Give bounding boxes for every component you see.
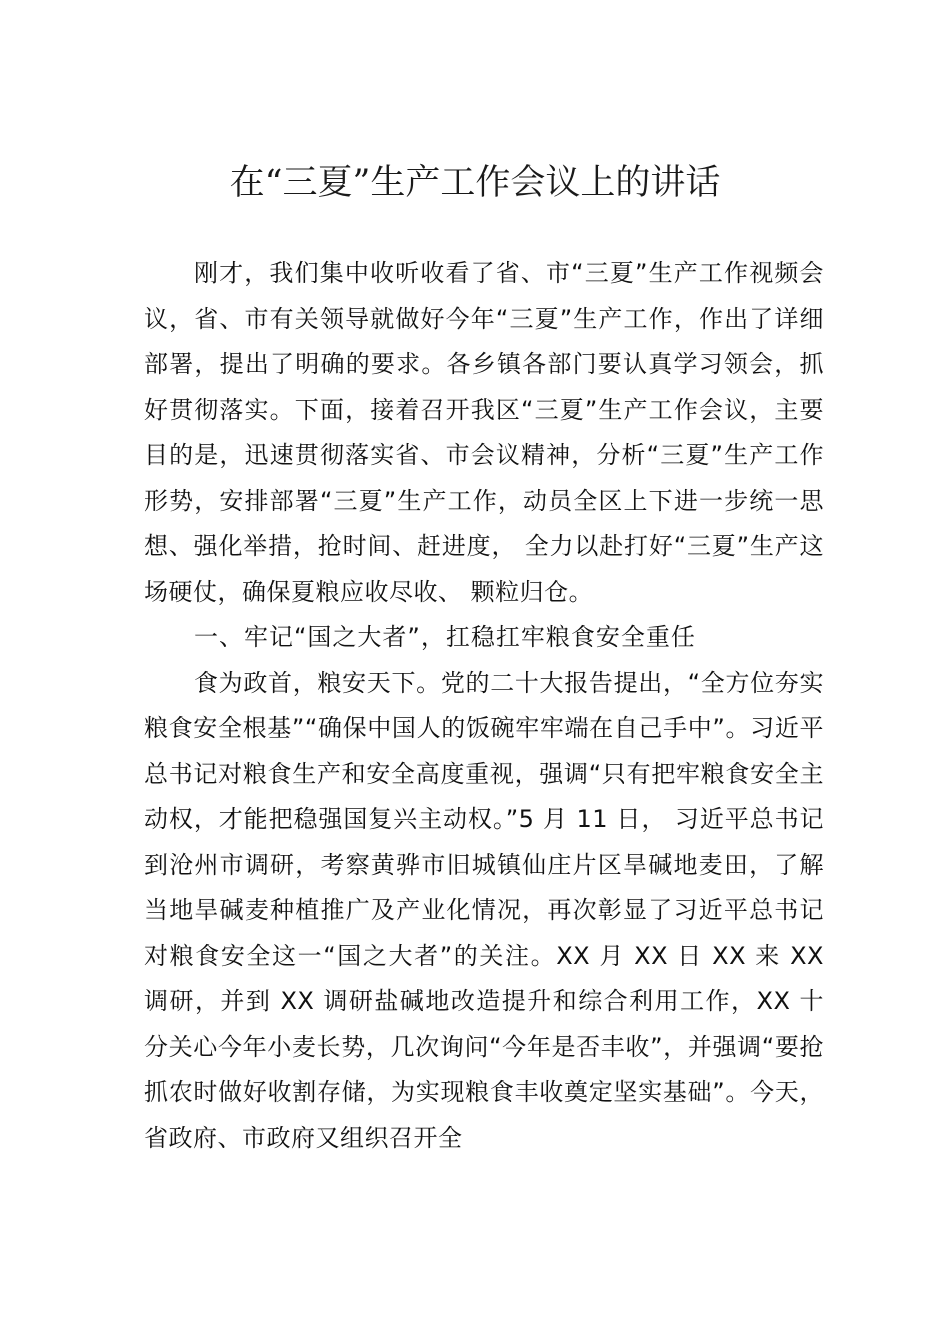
section-heading-1: 一、牢记“国之大者”，扛稳扛牢粮食安全重任 (194, 623, 696, 651)
paragraph-intro: 刚才，我们集中收听收看了省、市“三夏”生产工作视频会议，省、市有关领导就做好今年“三夏”生产工作，作出了详细部署，提出了明确的要求。各乡镇各部门要认真学习领会，抓好贯彻落实。下面，接着召开我区“三夏”生产工作会议，主要目的是，迅速贯彻落实省、市会议精神，分析“三夏”生产工作形势，安排部署“三夏”生产工作，动员全区上下进一步统一思想、强化举措，抢时间、赶进度， 全力以赴打好“三夏”生产这场硬仗，确保夏粮应收尽收、 颗粒归仓。 (144, 259, 824, 606)
document-body (144, 251, 824, 1161)
document-title: 在“三夏”生产工作会议上的讲话 (229, 163, 721, 203)
paragraph-food-security: 食为政首，粮安天下。党的二十大报告提出，“全方位夯实粮食安全根基”“确保中国人的饭碗牢牢端在自己手中”。习近平总书记对粮食生产和安全高度重视，强调“只有把牢粮食安全主动权，才能把稳强国复兴主动权。”5 月 11 日， 习近平总书记到沧州市调研，考察黄骅市旧城镇仙庄片区旱碱地麦田，了解当地旱碱麦种植推广及产业化情况，再次彰显了习近平总书记对粮食安全这一“国之大者”的关注。XX 月 XX 日 XX 来 XX 调研，并到 XX 调研盐碱地改造提升和综合利用工作，XX 十分关心今年小麦长势，几次询问“今年是否丰收”，并强调“要抢抓农时做好收割存储，为实现粮食丰收奠定坚实基础”。今天，省政府、市政府又组织召开全 (144, 668, 824, 1152)
